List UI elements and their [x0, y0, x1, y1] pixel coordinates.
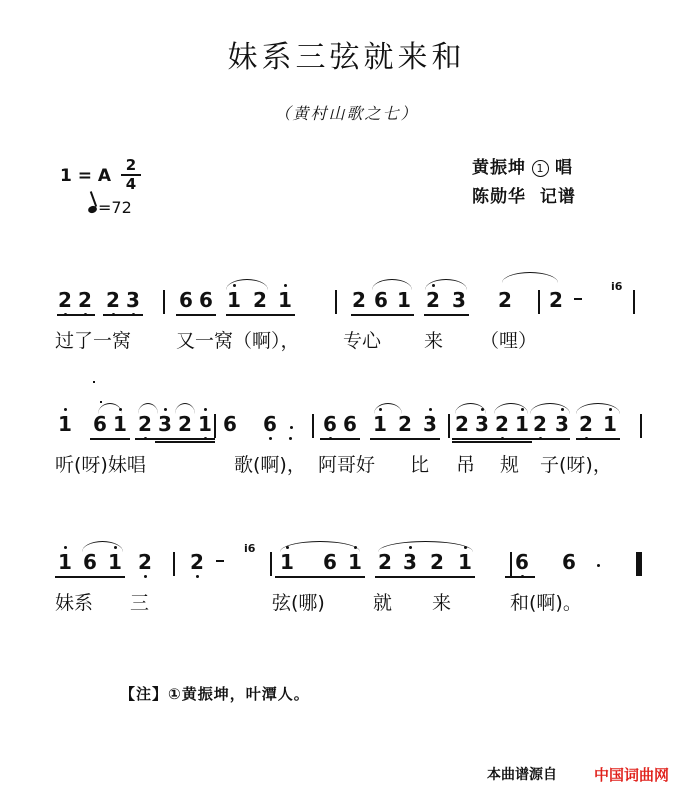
lyric: 就	[373, 592, 393, 614]
note: 1	[397, 288, 411, 312]
notes-line-3	[0, 538, 693, 582]
augmentation-dot	[597, 564, 600, 567]
note: 2	[495, 412, 509, 436]
time-signature-top: 2	[125, 156, 137, 174]
note: 2	[498, 288, 512, 312]
octave-dot-above	[164, 408, 167, 411]
lyric: 过了一窝	[55, 330, 132, 352]
notes-line-2	[0, 400, 693, 444]
score-system-1	[0, 276, 693, 366]
grace-note: i6	[244, 542, 256, 555]
note: 2	[138, 550, 152, 574]
note: 2	[378, 550, 392, 574]
octave-dot-above	[204, 408, 207, 411]
lyric: 歌(啊)，	[234, 454, 306, 476]
lyric: 专心	[343, 330, 382, 352]
note: 6	[515, 550, 529, 574]
bar-line	[640, 414, 642, 438]
bar-line	[163, 290, 165, 314]
note: 1	[515, 412, 529, 436]
score-system-2	[0, 400, 693, 490]
grace-note: i6	[611, 280, 623, 293]
note: 3	[126, 288, 140, 312]
lyric: 来	[424, 330, 444, 352]
slur	[455, 403, 486, 414]
lyrics-line-1	[0, 326, 693, 356]
note: 6	[199, 288, 213, 312]
note: 6	[374, 288, 388, 312]
note: 6	[263, 412, 277, 436]
note: 6	[343, 412, 357, 436]
slur	[530, 403, 570, 414]
note: 6	[323, 550, 337, 574]
lyric: 三	[130, 592, 150, 614]
note: 2	[579, 412, 593, 436]
footnote: 【注】①黄振坤，叶潭人。	[120, 685, 310, 703]
lyric: 子(呀)，	[540, 454, 612, 476]
lyric: 吊	[456, 454, 476, 476]
lyrics-line-3	[0, 588, 693, 618]
lyric: 比	[410, 454, 430, 476]
beam-underline	[135, 438, 215, 440]
slur	[98, 403, 122, 414]
octave-dot-above	[284, 284, 287, 287]
octave-dot-above	[64, 408, 67, 411]
notator-name: 陈勋华	[472, 187, 526, 207]
beam-underline	[452, 438, 532, 440]
octave-dot-below	[196, 575, 199, 578]
note: 3	[403, 550, 417, 574]
beam-underline	[375, 576, 475, 578]
singer-line	[472, 154, 576, 183]
slur	[280, 541, 360, 552]
source-label: 本曲谱源自	[487, 767, 557, 783]
note: 6	[83, 550, 97, 574]
augmentation-dot	[290, 426, 293, 429]
bar-line	[335, 290, 337, 314]
song-subtitle: （黄村山歌之七）	[274, 104, 419, 123]
note: 2	[549, 288, 563, 312]
octave-dot-above	[429, 408, 432, 411]
note: 3	[475, 412, 489, 436]
beam-underline	[505, 576, 535, 578]
note: 2	[455, 412, 469, 436]
note: 2	[426, 288, 440, 312]
beam-underline	[176, 314, 216, 316]
note: 1	[227, 288, 241, 312]
bar-line	[270, 552, 272, 576]
note: 1	[58, 550, 72, 574]
note: 6	[323, 412, 337, 436]
note: 6	[179, 288, 193, 312]
beam-underline	[103, 314, 143, 316]
slur	[138, 403, 158, 414]
beam-underline	[90, 438, 130, 440]
lyrics-line-2	[0, 450, 693, 480]
note: 1	[348, 550, 362, 574]
bar-line	[538, 290, 540, 314]
lyric: 弦(哪)	[272, 592, 325, 614]
octave-dot-below	[144, 575, 147, 578]
singer-name: 黄振坤	[472, 158, 526, 178]
note: 1	[373, 412, 387, 436]
note: 1	[58, 412, 72, 436]
note: 2	[352, 288, 366, 312]
note: 2	[190, 550, 204, 574]
tempo-value: =72	[98, 198, 132, 217]
note: 2	[430, 550, 444, 574]
beam-underline	[57, 314, 95, 316]
key-signature: 1 = A	[60, 166, 112, 186]
bar-line	[448, 414, 450, 438]
bar-line	[633, 290, 635, 314]
note: 2	[533, 412, 547, 436]
print-speck	[100, 401, 102, 403]
note: 6	[93, 412, 107, 436]
note: 1	[108, 550, 122, 574]
notes-line-1	[0, 276, 693, 320]
lyric: 又一窝（啊），	[176, 330, 300, 352]
note: 2	[178, 412, 192, 436]
slur	[372, 279, 412, 290]
quarter-note-icon	[87, 205, 98, 215]
note: 2	[106, 288, 120, 312]
octave-dot-above	[64, 546, 67, 549]
song-title: 妹系三弦就来和	[227, 40, 466, 75]
singer-role: 唱	[555, 158, 573, 178]
bar-line	[312, 414, 314, 438]
site-name-link[interactable]: 中国词曲网	[594, 766, 670, 784]
bar-line	[173, 552, 175, 576]
note: 1	[198, 412, 212, 436]
beam-underline	[351, 314, 414, 316]
note: 1	[280, 550, 294, 574]
score-system-3	[0, 538, 693, 628]
lyric: 规	[500, 454, 520, 476]
slur	[175, 403, 195, 414]
beam-underline	[226, 314, 295, 316]
hold-dash	[216, 560, 224, 562]
note: 2	[138, 412, 152, 436]
beam-underline	[424, 314, 469, 316]
slur	[425, 279, 467, 290]
hold-dash	[574, 298, 582, 300]
slur	[374, 403, 402, 414]
note: 1	[603, 412, 617, 436]
lyric: 妹系	[55, 592, 94, 614]
octave-dot-below	[269, 437, 272, 440]
beam-underline	[320, 438, 360, 440]
note: 2	[78, 288, 92, 312]
note: 3	[423, 412, 437, 436]
beam-underline	[275, 576, 365, 578]
beam-underline	[530, 438, 570, 440]
note: 1	[278, 288, 292, 312]
slur	[226, 279, 268, 290]
final-bar-line	[636, 552, 640, 576]
note: 2	[398, 412, 412, 436]
notator-role: 记谱	[539, 187, 576, 207]
slur	[502, 272, 558, 283]
slur	[494, 403, 528, 414]
note: 3	[555, 412, 569, 436]
slur	[82, 541, 123, 552]
lyric: （哩）	[480, 330, 538, 352]
note: 1	[113, 412, 127, 436]
note: 6	[562, 550, 576, 574]
lyric: 来	[432, 592, 452, 614]
time-signature-bottom: 4	[125, 175, 137, 193]
footnote-marker: 1	[532, 160, 549, 177]
octave-dot-below	[289, 437, 292, 440]
bar-line	[510, 552, 512, 576]
time-signature	[118, 158, 144, 192]
lyric: 和(啊)。	[510, 592, 582, 614]
beam-underline-double	[452, 441, 532, 443]
beam-underline	[370, 438, 440, 440]
note: 3	[452, 288, 466, 312]
tempo-marking	[88, 198, 132, 217]
note: 2	[253, 288, 267, 312]
bar-line	[214, 414, 216, 438]
bar-line	[640, 552, 642, 576]
lyric: 听(呀)妹唱	[55, 454, 146, 476]
print-speck	[93, 381, 95, 383]
slur	[378, 541, 473, 552]
beam-underline	[576, 438, 620, 440]
note: 2	[58, 288, 72, 312]
beam-underline	[55, 576, 125, 578]
credits-block	[472, 154, 576, 212]
note: 6	[223, 412, 237, 436]
note: 1	[458, 550, 472, 574]
note: 3	[158, 412, 172, 436]
slur	[576, 403, 620, 414]
beam-underline-double	[155, 441, 215, 443]
lyric: 阿哥好	[318, 454, 376, 476]
notator-line	[472, 183, 576, 212]
